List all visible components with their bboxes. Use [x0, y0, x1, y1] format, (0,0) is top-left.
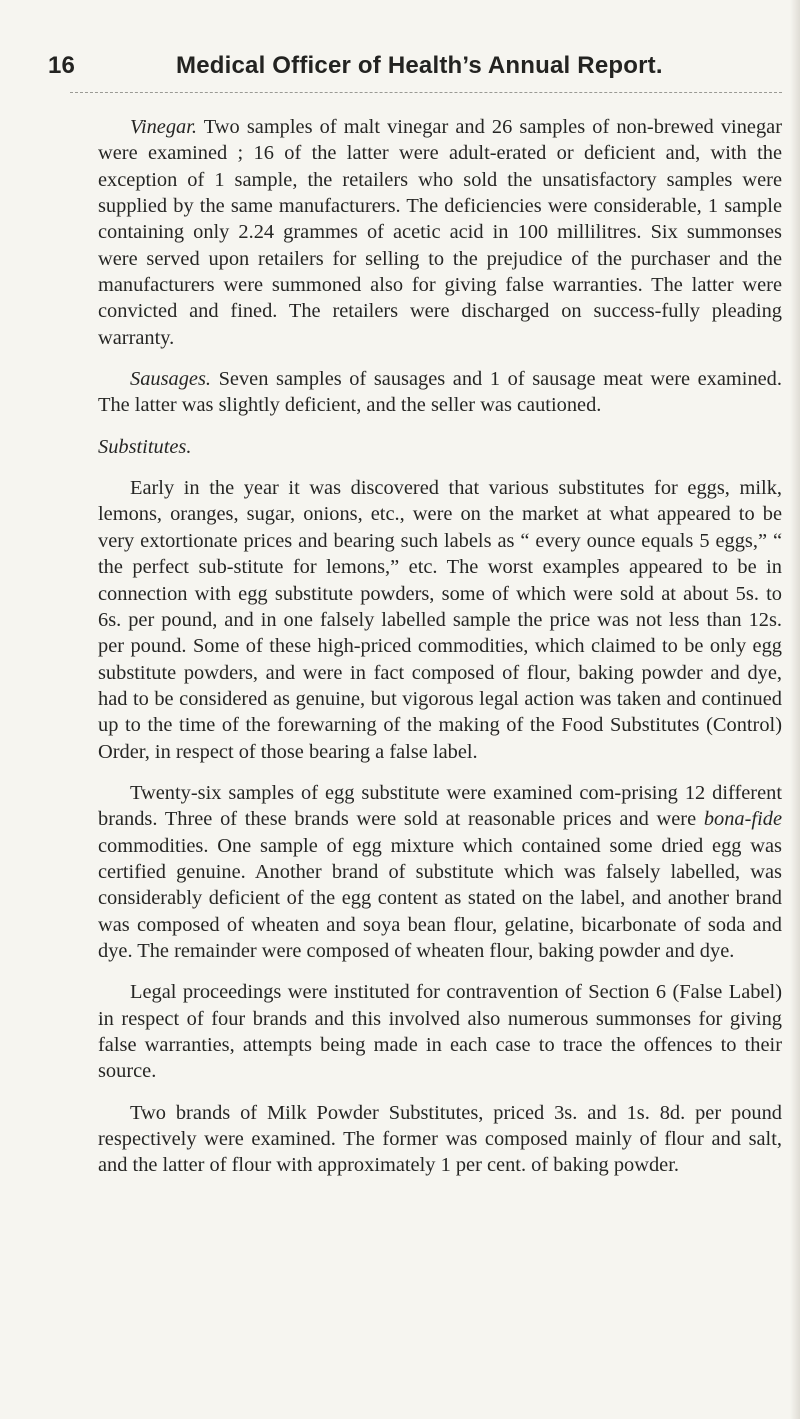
- report-body: [98, 114, 782, 1194]
- substitutes-paragraph-3: Legal proceedings were instituted for contravention of Section 6 (False Label) in respect of four brands and this involved also numerous summonses for giving false warranties, attempts being made in each case to trace the offences to their source.: [98, 981, 782, 1083]
- vinegar-text: Two samples of malt vinegar and 26 samples of non-brewed vinegar were examined ; 16 of the latter were adult-erated or deficient and, with the exception of 1 sample, the retailers who sold the unsatisfactory samples were supplied by the same manufacturers. The deficiencies were considerable, 1 sample containing only 2.24 grammes of acetic acid in 100 millilitres. Six summonses were served upon retailers for selling to the prejudice of the purchaser and the manufacturers were summoned also for giving false warranties. The latter were convicted and fined. The retailers were discharged on success-fully pleading warranty.: [98, 116, 782, 349]
- substitutes-paragraph-2: [98, 780, 782, 964]
- sausages-text: Seven samples of sausages and 1 of sausage meat were examined. The latter was slightly deficient, and the seller was cautioned.: [98, 368, 782, 417]
- substitutes-heading: Substitutes.: [98, 435, 192, 458]
- page-number: 16: [48, 52, 76, 79]
- running-title: Medical Officer of Health’s Annual Report.: [176, 52, 663, 79]
- page-edge-shadow: [790, 0, 800, 1419]
- substitutes-heading-line: [98, 434, 782, 460]
- vinegar-paragraph: [98, 114, 782, 351]
- substitutes-paragraph-4: Two brands of Milk Powder Substitutes, priced 3s. and 1s. 8d. per pound respectively were examined. The former was composed mainly of flour and salt, and the latter of flour with approximately 1 per cent. of baking powder.: [98, 1101, 782, 1177]
- page-header: [48, 52, 788, 92]
- sausages-paragraph: [98, 366, 782, 419]
- bona-fide-term: bona-fide: [703, 808, 782, 831]
- substitutes-p2-before: Twenty-six samples of egg substitute were examined com-prising 12 different brands. Three of these brands were sold at reasonable prices and were: [98, 781, 782, 831]
- substitutes-p2-after: commodities. One sample of egg mixture which contained some dried egg was certified genuine. Another brand of substitute which was falsely labelled, was considerably deficient of the egg content as stated on the label, and another brand was composed of wheaten and soya bean flour, gelatine, bicarbonate of soda and dye. The remainder were composed of wheaten flour, baking powder and dye.: [98, 834, 782, 962]
- substitutes-paragraph-1: Early in the year it was discovered that various substitutes for eggs, milk, lemons, oranges, sugar, onions, etc., were on the market at what appeared to be very extortionate prices and bearing such labels as “ every ounce equals 5 eggs,” “ the perfect sub-stitute for lemons,” etc. The worst examples appeared to be in connection with egg substitute powders, some of which were sold at about 5s. to 6s. per pound, and in one falsely labelled sample the price was not less than 12s. per pound. Some of these high-priced commodities, which claimed to be only egg substitute powders, and were in fact composed of flour, baking powder and dye, had to be considered as genuine, but vigorous legal action was taken and continued up to the time of the forewarning of the making of the Food Substitutes (Control) Order, in respect of those bearing a false label.: [98, 477, 782, 763]
- sausages-heading: Sausages.: [130, 368, 211, 391]
- vinegar-heading: Vinegar.: [130, 116, 198, 138]
- header-rule: [70, 92, 782, 93]
